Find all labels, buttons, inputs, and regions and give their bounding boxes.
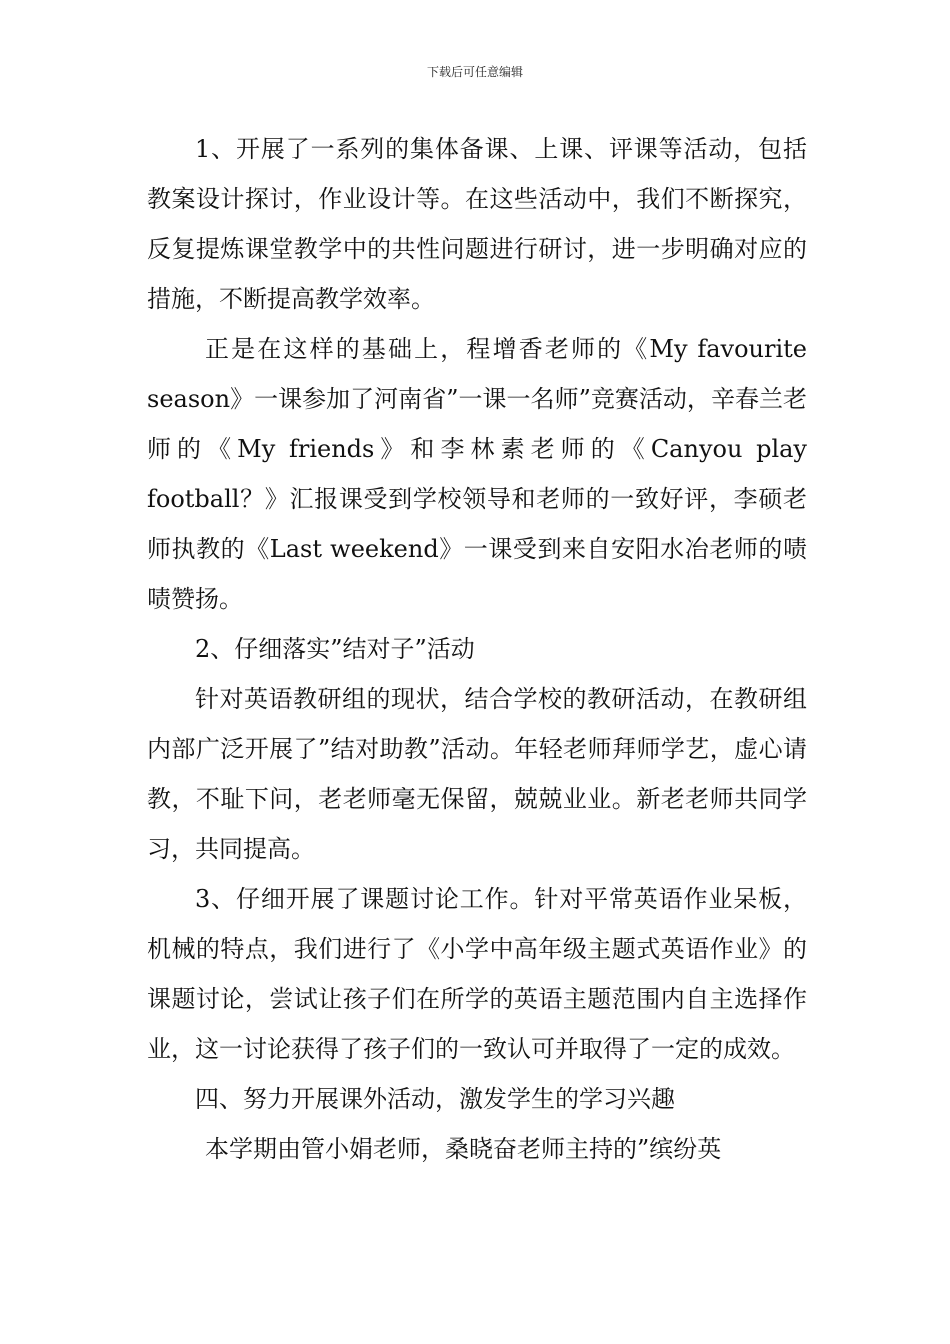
document-body xyxy=(147,124,807,1174)
paragraph-lesson-activities: 1、开展了一系列的集体备课、上课、评课等活动，包括教案设计探讨，作业设计等。在这些活动中，我们不断探究，反复提炼课堂教学中的共性问题进行研讨，进一步明确对应的措施，不断提高教学效率。 xyxy=(147,135,807,313)
section-heading-extracurricular: 四、努力开展课外活动，激发学生的学习兴趣 xyxy=(195,1085,675,1113)
paragraph-pairing-detail: 针对英语教研组的现状，结合学校的教研活动，在教研组内部广泛开展了”结对助教”活动。年轻老师拜师学艺，虚心请教，不耻下问，老老师毫无保留，兢兢业业。新老老师共同学习，共同提高。 xyxy=(147,685,807,863)
paragraph-extracurricular-start: 本学期由管小娟老师，桑晓奋老师主持的”缤纷英 xyxy=(205,1135,722,1163)
paragraph-award-lessons: 正是在这样的基础上，程增香老师的《My favourite season》一课参加了河南省”一课一名师”竞赛活动，辛春兰老师的《My friends》和李林素老师的《Canyou play football？》汇报课受到学校领导和老师的一致好评，李硕老师执教的《Last weekend》一课受到来自安阳水冶老师的啧啧赞扬。 xyxy=(147,335,807,613)
header-note: 下载后可任意编辑 xyxy=(426,65,523,79)
paragraph-pairing-heading: 2、仔细落实”结对子”活动 xyxy=(195,635,475,663)
paragraph-research-project: 3、仔细开展了课题讨论工作。针对平常英语作业呆板，机械的特点，我们进行了《小学中高年级主题式英语作业》的课题讨论，尝试让孩子们在所学的英语主题范围内自主选择作业，这一讨论获得了孩子们的一致认可并取得了一定的成效。 xyxy=(147,885,807,1063)
